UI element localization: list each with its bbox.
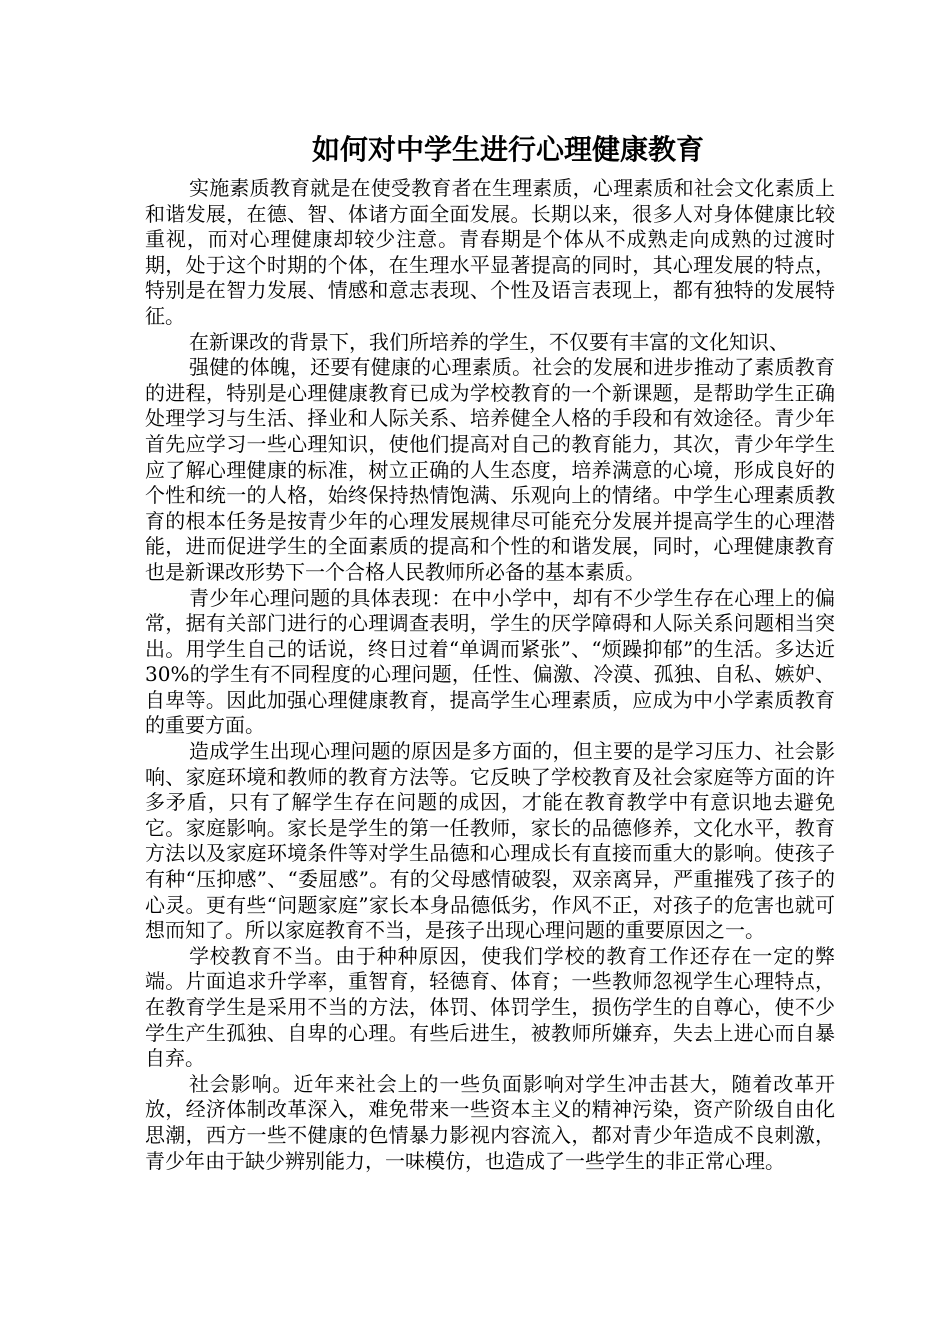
paragraph-social-influence: 社会影响。近年来社会上的一些负面影响对学生冲击甚大，随着改革开放，经济体制改革深入，难免带来一些资本主义的精神污染，资产阶级自由化思潮，西方一些不健康的色情暴力影视内容流入，都对青少年造成不良刺激，青少年由于缺少辨别能力，一味模仿，也造成了一些学生的非正常心理。 [145,1071,835,1173]
document-body [145,176,835,1174]
paragraph-new-curriculum-continued: 强健的体魄，还要有健康的心理素质。社会的发展和进步推动了素质教育的进程，特别是心理健康教育已成为学校教育的一个新课题，是帮助学生正确处理学习与生活、择业和人际关系、培养健全人格的手段和有效途径。青少年首先应学习一些心理知识，使他们提高对自己的教育能力，其次，青少年学生应了解心理健康的标准，树立正确的人生态度，培养满意的心境，形成良好的个性和统一的人格，始终保持热情饱满、乐观向上的情绪。中学生心理素质教育的根本任务是按青少年的心理发展规律尽可能充分发展并提高学生的心理潜能，进而促进学生的全面素质的提高和个性的和谐发展，同时，心理健康教育也是新课改形势下一个合格人民教师所必备的基本素质。 [145,355,835,584]
paragraph-problem-manifestations: 青少年心理问题的具体表现：在中小学中，却有不少学生存在心理上的偏常，据有关部门进行的心理调查表明，学生的厌学障碍和人际关系问题相当突出。用学生自己的话说，终日过着“单调而紧张”、“烦躁抑郁”的生活。多达近 30%的学生有不同程度的心理问题，任性、偏激、冷漠、孤独、自私、嫉妒、自卑等。因此加强心理健康教育，提高学生心理素质，应成为中小学素质教育的重要方面。 [145,585,835,738]
paragraph-school-education: 学校教育不当。由于种种原因，使我们学校的教育工作还存在一定的弊端。片面追求升学率，重智育，轻德育、体育；一些教师忽视学生心理特点，在教育学生是采用不当的方法，体罚、体罚学生，损伤学生的自尊心，使不少学生产生孤独、自卑的心理。有些后进生，被教师所嫌弃，失去上进心而自暴自弃。 [145,943,835,1071]
document-title: 如何对中学生进行心理健康教育 [311,133,704,166]
paragraph-new-curriculum: 在新课改的背景下，我们所培养的学生，不仅要有丰富的文化知识、 [189,329,789,354]
paragraph-intro: 实施素质教育就是在使受教育者在生理素质，心理素质和社会文化素质上和谐发展，在德、智、体诸方面全面发展。长期以来，很多人对身体健康比较重视，而对心理健康却较少注意。青春期是个体从不成熟走向成熟的过渡时期，处于这个时期的个体，在生理水平显著提高的同时，其心理发展的特点，特别是在智力发展、情感和意志表现、个性及语言表现上，都有独特的发展特征。 [145,176,835,328]
paragraph-causes-family: 造成学生出现心理问题的原因是多方面的，但主要的是学习压力、社会影响、家庭环境和教师的教育方法等。它反映了学校教育及社会家庭等方面的许多矛盾，只有了解学生存在问题的成因，才能在教育教学中有意识地去避免它。家庭影响。家长是学生的第一任教师，家长的品德修养，文化水平，教育方法以及家庭环境条件等对学生品德和心理成长有直接而重大的影响。使孩子有种“压抑感”、“委屈感”。有的父母感情破裂，双亲离异，严重摧残了孩子的心灵。更有些“问题家庭”家长本身品德低劣，作风不正，对孩子的危害也就可想而知了。所以家庭教育不当，是孩子出现心理问题的重要原因之一。 [145,739,835,943]
